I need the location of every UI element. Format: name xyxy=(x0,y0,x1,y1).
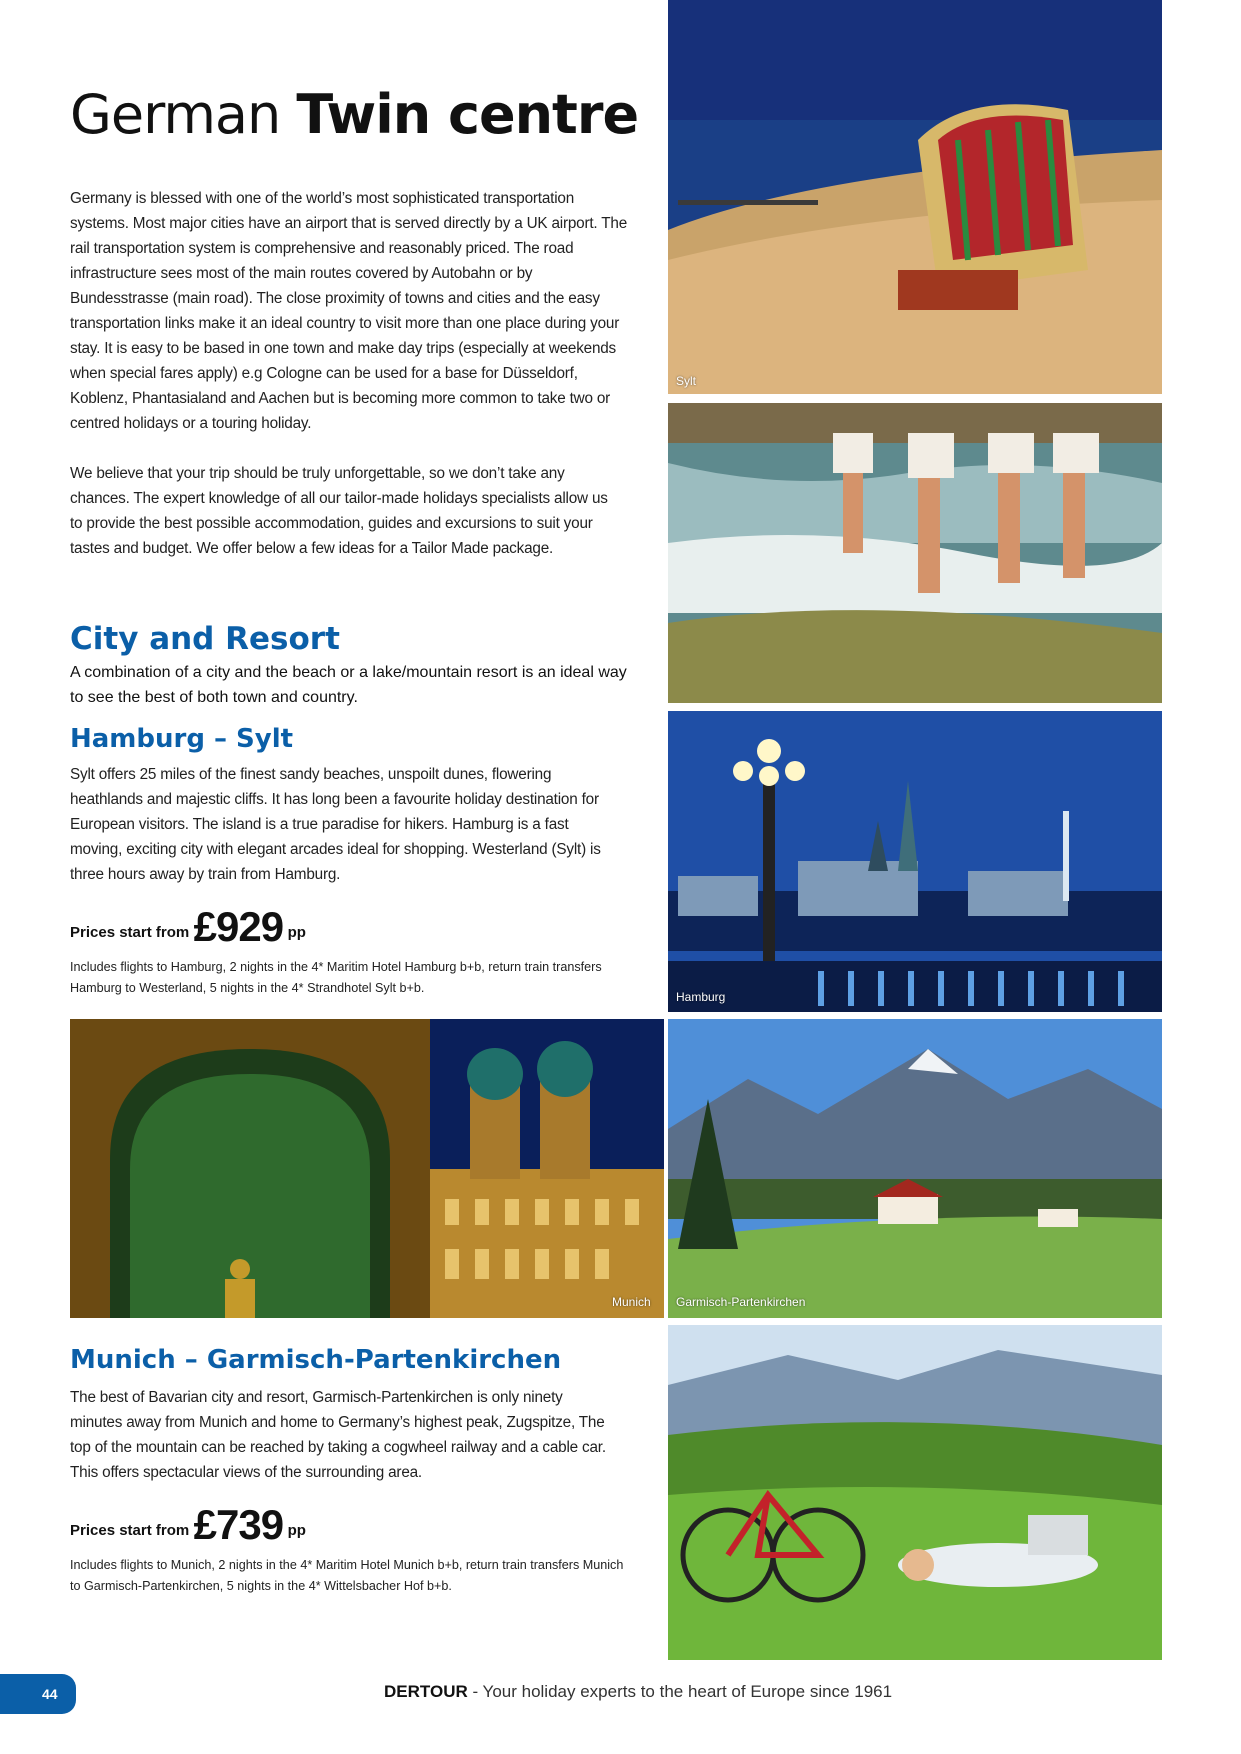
beach-legs-image xyxy=(668,403,1162,703)
footer-tagline-text: - Your holiday experts to the heart of Europe since 1961 xyxy=(467,1682,893,1701)
city-resort-intro: A combination of a city and the beach or a lake/mountain resort is an ideal way to see the best of both town and country. xyxy=(70,664,627,706)
price-amount: £739 xyxy=(193,1501,284,1548)
munich-garmisch-heading: Munich – Garmisch-Partenkirchen xyxy=(70,1345,562,1375)
garmisch-image xyxy=(668,1019,1162,1318)
price-label: Prices start from xyxy=(70,1522,190,1539)
page-number-badge xyxy=(0,1674,76,1714)
munich-garmisch-description: The best of Bavarian city and resort, Garmisch-Partenkirchen is only ninety minutes away from Munich and home to Germany’s highest peak, Zugspitze, The top of the mountain can be reached by taking a cogwheel railway and a cable car. This offers spectacular views of the surrounding area. xyxy=(70,1389,606,1481)
munich-garmisch-includes: Includes flights to Munich, 2 nights in the 4* Maritim Hotel Munich b+b, return train transfers Munich to Garmisch-Partenkirchen, 5 nights in the 4* Wittelsbacher Hof b+b. xyxy=(70,1558,624,1593)
hamburg-sylt-includes: Includes flights to Hamburg, 2 nights in the 4* Maritim Hotel Hamburg b+b, return train transfers Hamburg to Westerland, 5 nights in the 4* Strandhotel Sylt b+b. xyxy=(70,960,602,995)
hamburg-photo xyxy=(668,711,1162,1012)
munich-photo xyxy=(70,1019,664,1318)
title-light: German xyxy=(70,83,281,146)
city-resort-heading: City and Resort xyxy=(70,621,340,657)
caption-hamburg: Hamburg xyxy=(676,990,726,1004)
caption-sylt: Sylt xyxy=(676,374,697,388)
title-bold: Twin centre xyxy=(296,83,639,146)
munich-image xyxy=(70,1019,664,1318)
hamburg-sylt-heading: Hamburg – Sylt xyxy=(70,724,294,754)
intro-paragraph-2: We believe that your trip should be truly unforgettable, so we don’t take any chances. The expert knowledge of all our tailor-made holidays specialists allow us to provide the best possible accommodation, guides and excursions to suit your tastes and budget. We offer below a few ideas for a Tailor Made package. xyxy=(70,465,608,557)
hamburg-sylt-description: Sylt offers 25 miles of the finest sandy beaches, unspoilt dunes, flowering heathlands and majestic cliffs. It has long been a favourite holiday destination for European visitors. The island is a true paradise for hikers. Hamburg is a fast moving, exciting city with elegant arcades ideal for shopping. Westerland (Sylt) is three hours away by train from Hamburg. xyxy=(70,766,601,883)
price-suffix: pp xyxy=(287,1522,306,1539)
beach-legs-photo xyxy=(668,403,1162,703)
garmisch-photo xyxy=(668,1019,1162,1318)
bikes-meadow-image xyxy=(668,1325,1162,1660)
caption-garmisch: Garmisch-Partenkirchen xyxy=(676,1295,806,1309)
footer-tagline xyxy=(384,1682,892,1702)
sylt-image xyxy=(668,0,1162,394)
munich-garmisch-price xyxy=(70,1501,306,1549)
intro-paragraph-1: Germany is blessed with one of the world’s most sophisticated transportation systems. Most major cities have an airport that is served directly by a UK airport. The rail transportation system is comprehensive and reasonably priced. The road infrastructure sees most of the main routes covered by Autobahn or by Bundesstrasse (main road). The close proximity of towns and cities and the easy transportation links make it an ideal country to visit more than one place during your stay. It is easy to be based in one town and make day trips (especially at weekends when special fares apply) e.g Cologne can be used for a base for Düsseldorf, Koblenz, Phantasialand and Aachen but is becoming more common to take two or centred holidays or a touring holiday. xyxy=(70,190,628,432)
page-title xyxy=(70,83,639,146)
caption-munich: Munich xyxy=(612,1295,651,1309)
sylt-photo xyxy=(668,0,1162,394)
footer-brand: DERTOUR xyxy=(384,1682,468,1701)
price-amount: £929 xyxy=(193,903,284,950)
price-label: Prices start from xyxy=(70,924,190,941)
price-suffix: pp xyxy=(287,924,306,941)
page-number: 44 xyxy=(42,1686,58,1702)
hamburg-sylt-price xyxy=(70,903,306,951)
bikes-meadow-photo xyxy=(668,1325,1162,1660)
hamburg-image xyxy=(668,711,1162,1012)
